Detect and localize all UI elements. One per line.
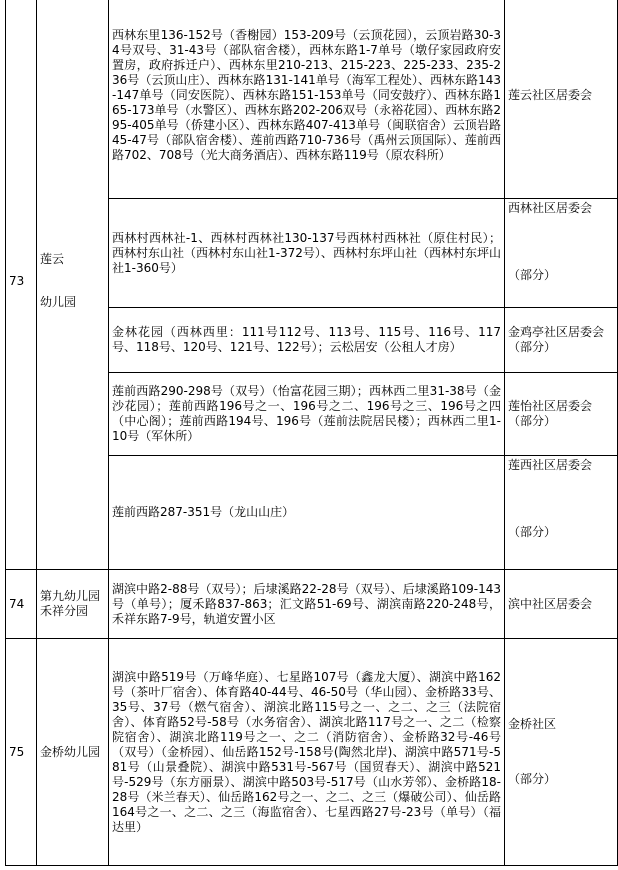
- school-district-table: [5, 0, 618, 866]
- address-cell: 莲前西路287-351号（龙山山庄）: [109, 456, 505, 570]
- school-name: 金桥幼儿园: [37, 639, 109, 866]
- community-cell: 滨中社区居委会: [505, 570, 618, 639]
- table-row: [6, 570, 618, 639]
- row-number: 75: [6, 639, 37, 866]
- community-cell: 金鸡亭社区居委会（部分）: [505, 308, 618, 373]
- community-part: （部分）: [508, 525, 557, 539]
- address-cell: 莲前西路290-298号（双号）（怡富花园三期）；西林西二里31-38号（金沙花园）；莲前西路196号之一、196号之二、196号之三、196号之四（中心阁）；莲前西路194号、196号（莲前法院居民楼）；西林西二里1-10号（军休所）: [109, 373, 505, 456]
- address-cell: 金林花园（西林西里：111号112号、113号、115号、116号、117号、118号、120号、121号、122号）；云松居安（公租人才房）: [109, 308, 505, 373]
- community-part: （部分）: [508, 268, 557, 282]
- community-cell: [505, 639, 618, 866]
- community-cell: 莲怡社区居委会（部分）: [505, 373, 618, 456]
- community-name: 金桥社区: [508, 717, 557, 731]
- community-part: （部分）: [508, 772, 557, 786]
- school-name: [37, 0, 109, 570]
- address-cell: 湖滨中路2-88号（双号）；后埭溪路22-28号（双号）、后埭溪路109-143号（单号）；厦禾路837-863；汇文路51-69号、湖滨南路220-248号，禾祥东路7-9号，轨道安置小区: [109, 570, 505, 639]
- table-row: [6, 639, 618, 866]
- community-cell: 莲云社区居委会: [505, 0, 618, 199]
- table-row: [6, 0, 618, 199]
- school-name-line: 莲云: [40, 252, 65, 266]
- row-number: 74: [6, 570, 37, 639]
- address-cell: 湖滨中路519号（万峰华庭）、七星路107号（鑫龙大厦）、湖滨中路162号（茶叶厂宿舍）、体育路40-44号、46-50号（华山园）、金桥路33号、35号、37号（燃气宿舍）、湖滨北路115号之一、之二、之三（法院宿舍）、体育路52号-58号（水务宿舍）、湖滨北路117号之一、之二（检察院宿舍）、湖滨北路119号之一、之二（消防宿舍）、金桥路32号-46号（双号）（金桥园）、仙岳路152号-158号(陶然北岸)、湖滨中路571号-581号（山景叠院）、湖滨中路531号-567号（国贸春天）、湖滨中路521号-529号（东方丽景）、湖滨中路503号-517号（山水芳邻）、金桥路18-28号（米兰春天）、仙岳路162号之一、之二、之三（爆破公司）、仙岳路164号之一、之二、之三（海监宿舍）、七星西路27号-23号（单号）（福达里）: [109, 639, 505, 866]
- school-name: 第九幼儿园禾祥分园: [37, 570, 109, 639]
- school-name-line: 幼儿园: [40, 295, 77, 309]
- address-cell: 西林东里136-152号（香榭园）153-209号（云顶花园），云顶岩路30-34号双号、31-43号（部队宿舍楼），西林东路1-7单号（墩仔家园政府安置房，政府拆迁户）、西林东里210-213、215-223、225-233、235-236号（云顶山庄）、西林东路131-141单号（海军工程处）、西林东路143-147单号（同安医院）、西林东路151-153单号（同安鼓疗）、西林东路165-173单号（水警区）、西林东路202-206双号（永裕花园）、西林东路295-405单号（侨建小区）、西林东路407-413单号（闽联宿舍）云顶岩路45-47号（部队宿舍楼）、莲前西路710-736号（禹州云顶国际）、莲前西路702、708号（光大商务酒店）、西林东路119号（原农科所）: [109, 0, 505, 199]
- community-name: 西林社区居委会: [508, 201, 593, 215]
- community-cell: [505, 456, 618, 570]
- address-cell: 西林村西林社-1、西林村西林社130-137号西林村西林社（原住村民）；西林村东山社（西林村东山社1-372号）、西林村东坪山社（西林村东坪山社1-360号）: [109, 199, 505, 308]
- community-cell: [505, 199, 618, 308]
- row-number: 73: [6, 0, 37, 570]
- community-name: 莲西社区居委会: [508, 458, 593, 472]
